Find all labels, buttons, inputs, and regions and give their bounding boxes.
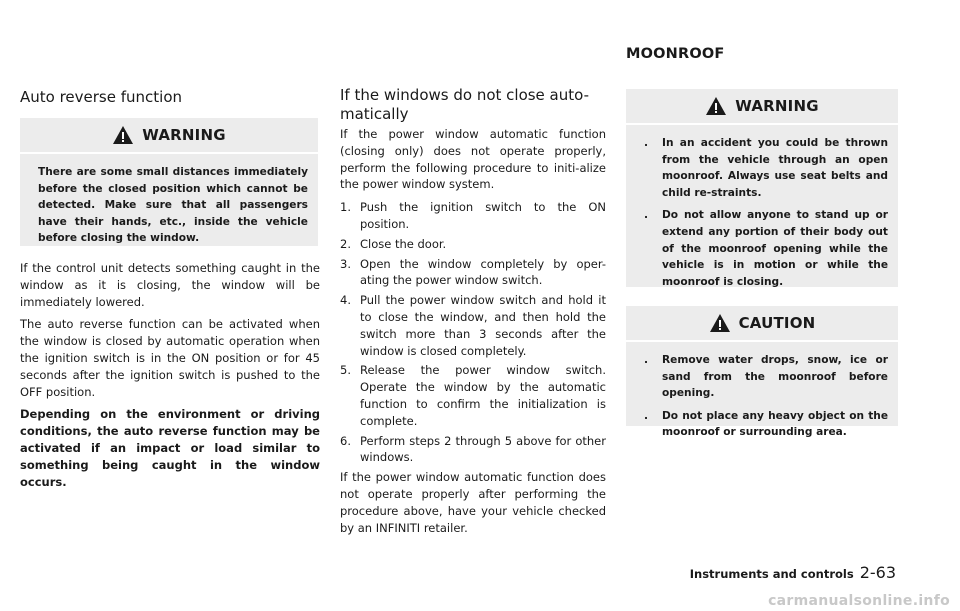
- list-item: [644, 207, 888, 290]
- list-item: [644, 135, 888, 201]
- caution-title: CAUTION: [738, 314, 816, 332]
- warning-title: WARNING: [142, 126, 226, 144]
- list-item: [340, 199, 606, 233]
- paragraph-intro: If the power window automatic function (closing only) does not operate properly, perform the following procedure to initi-alize the power window system.: [340, 127, 606, 192]
- list-item: [644, 408, 888, 441]
- step-number: 4.: [340, 293, 351, 308]
- heading-not-close: If the windows do not close auto-matically: [340, 86, 590, 123]
- paragraph-activation: The auto reverse function can be activated when the window is closed by automatic operation when the ignition switch is in the ON position or for 45 seconds after the ignition switch is pushed to the OFF position.: [20, 317, 320, 399]
- list-item: [340, 236, 606, 253]
- step-text: Perform steps 2 through 5 above for other windows.: [360, 433, 606, 465]
- warning-box-moonroof: [626, 89, 898, 287]
- caution-triangle-icon: [709, 313, 731, 333]
- paragraph-outro: If the power window automatic function does not operate properly after performing the procedure above, have your vehicle checked by an INFINITI retailer.: [340, 470, 606, 535]
- steps-list: [340, 199, 606, 466]
- list-item: [340, 292, 606, 359]
- list-item: [340, 256, 606, 290]
- bullet: .: [644, 409, 649, 422]
- bullet: .: [644, 137, 649, 149]
- caution-bullets: [626, 342, 898, 457]
- caution-box-moonroof: [626, 306, 898, 439]
- step-text: Open the window completely by oper-ating the power window switch.: [360, 256, 606, 288]
- paragraph-environment: Depending on the environment or driving conditions, the auto reverse function may be activated if an impact or load similar to something being caught in the window occurs.: [20, 407, 320, 489]
- list-item: [340, 362, 606, 429]
- footer-section-label: Instruments and controls: [689, 567, 854, 581]
- step-text: Push the ignition switch to the ON position.: [360, 200, 606, 231]
- watermark: carmanualsonline.info: [768, 593, 950, 609]
- bullet-text: In an accident you could be thrown from the vehicle through an open moonroof. Always use seat belts and child re-straints.: [662, 137, 888, 199]
- bullet-text: Do not place any heavy object on the moonroof or surrounding area.: [662, 409, 888, 439]
- step-text: Pull the power window switch and hold it to close the window, and then hold the switch more than 3 seconds after the window is closed completely.: [360, 293, 606, 358]
- step-number: 6.: [340, 433, 351, 448]
- bullet-text: Remove water drops, snow, ice or sand from the moonroof before opening.: [662, 354, 888, 400]
- step-number: 2.: [340, 236, 351, 251]
- heading-auto-reverse: Auto reverse function: [20, 88, 183, 106]
- step-number: 5.: [340, 363, 351, 378]
- bullet: .: [644, 209, 649, 222]
- step-text: Close the door.: [360, 236, 447, 251]
- page-footer: [690, 563, 896, 582]
- warning-triangle-icon: [705, 96, 727, 116]
- warning-triangle-icon: [112, 125, 134, 145]
- step-text: Release the power window switch. Operate the window by the automatic function to confirm the initialization is complete.: [360, 363, 606, 428]
- warning-text: There are some small distances immediately before the closed position which cannot be detected. Make sure that all passengers have their hands, etc., inside the vehicle before closing the window.: [38, 166, 308, 245]
- bullet-text: Do not allow anyone to stand up or extend any portion of their body out of the moonroof opening while the vehicle is in motion or while the moonroof is closing.: [662, 209, 888, 288]
- section-header: MOONROOF: [626, 46, 725, 62]
- warning-box-header: [626, 89, 898, 125]
- page-number: 2-63: [859, 563, 896, 582]
- list-item: [340, 433, 606, 467]
- warning-bullets: [626, 125, 898, 306]
- paragraph-detect: If the control unit detects something caught in the window as it is closing, the window will be immediately lowered.: [20, 261, 320, 309]
- step-number: 3.: [340, 256, 351, 271]
- warning-box-header: [20, 118, 318, 154]
- warning-title: WARNING: [735, 97, 819, 115]
- list-item: [644, 352, 888, 402]
- warning-box-auto-reverse: [20, 118, 318, 246]
- bullet: .: [644, 354, 649, 366]
- caution-box-header: [626, 306, 898, 342]
- step-number: 1.: [340, 200, 351, 215]
